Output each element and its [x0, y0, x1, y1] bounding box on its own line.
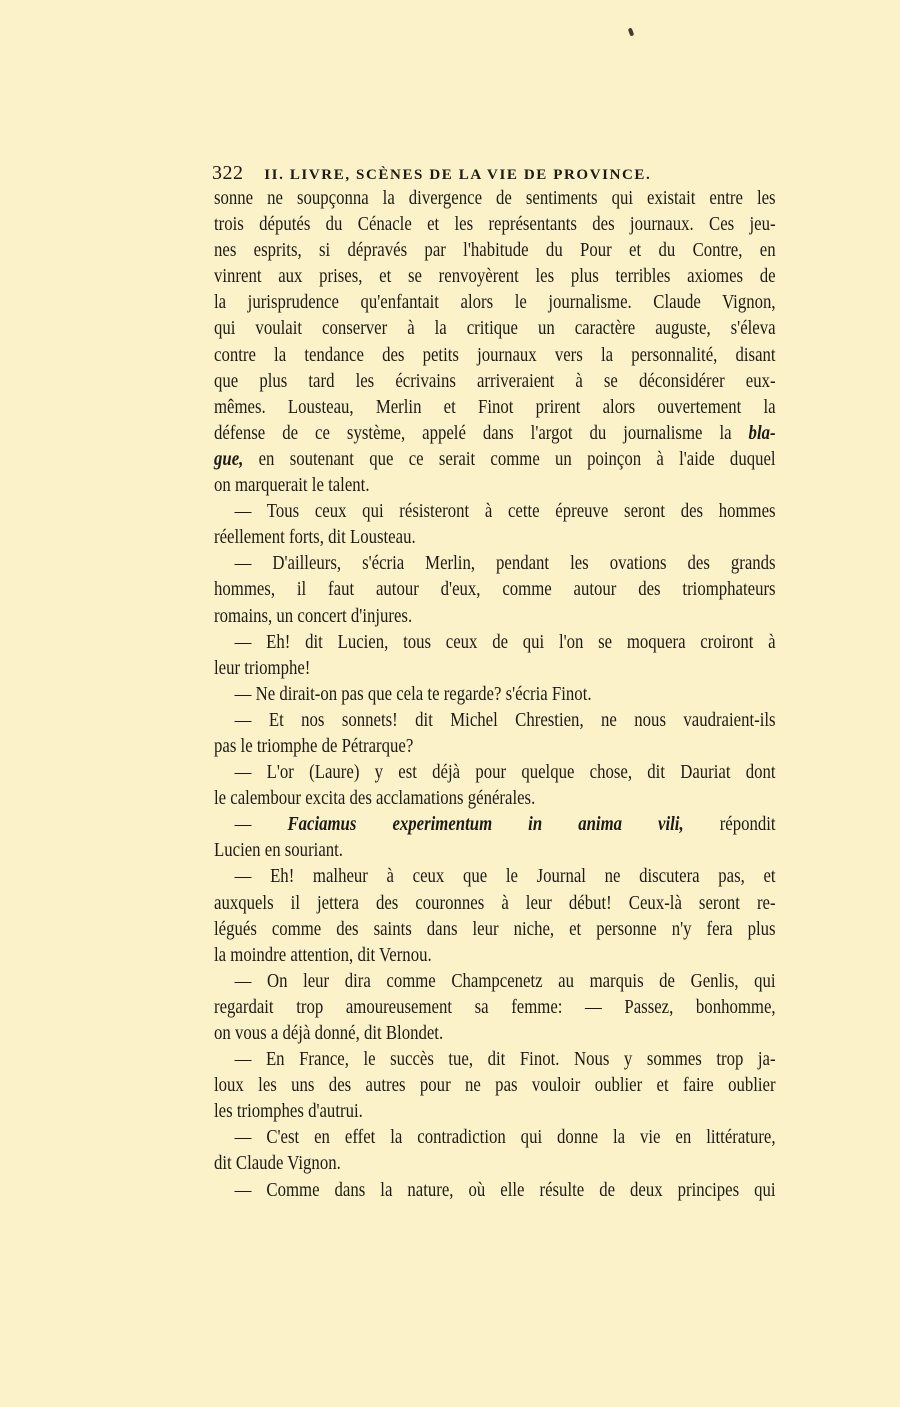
text-line	[214, 891, 776, 917]
italic-text: bla-	[748, 422, 776, 444]
text-line	[214, 1047, 776, 1073]
line-text: on marquerait le talent.	[214, 475, 370, 497]
text-line	[214, 864, 776, 890]
line-text: on vous a déjà donné, dit Blondet.	[214, 1023, 444, 1044]
text-line	[214, 1021, 776, 1047]
line-text: légués comme des saints dans leur niche, et personne n'y fera plus	[214, 918, 776, 940]
text-line	[214, 238, 776, 264]
line-text: sonne ne soupçonna la divergence de sentiments qui existait entre les	[214, 188, 776, 209]
text-line	[214, 995, 776, 1021]
line-text: — L'or (Laure) y est déjà pour quelque chose, dit Dauriat dont	[234, 762, 776, 784]
line-text: dit Claude Vignon.	[214, 1153, 341, 1175]
text-line	[214, 1099, 776, 1125]
line-text: vinrent aux prises, et se renvoyèrent les plus terribles axiomes de	[214, 266, 776, 288]
line-text: leur triomphe!	[214, 657, 311, 679]
line-text: la moindre attention, dit Vernou.	[214, 944, 432, 966]
line-text: Lucien en souriant.	[214, 840, 343, 862]
line-text: — On leur dira comme Champcenetz au marquis de Genlis, qui	[234, 970, 776, 992]
text-line	[214, 1125, 776, 1151]
line-text: regardait trop amoureusement sa femme: — Passez, bonhomme,	[214, 996, 776, 1018]
text-line	[214, 551, 776, 577]
text-line	[214, 812, 776, 838]
text-line	[214, 1151, 776, 1177]
line-text: — En France, le succès tue, dit Finot. Nous y sommes trop ja-	[234, 1049, 776, 1071]
text-line	[214, 499, 776, 525]
italic-text: Faciamus experimentum in anima vili,	[287, 814, 684, 836]
line-text: — Comme dans la nature, où elle résulte de deux principes qui	[234, 1179, 776, 1201]
text-line	[214, 343, 776, 369]
text-line	[214, 760, 776, 786]
line-text: — Et nos sonnets! dit Michel Chrestien, ne nous vaudraient-ils	[234, 709, 776, 731]
text-line	[214, 1073, 776, 1099]
line-text: contre la tendance des petits journaux vers la personnalité, disant	[214, 344, 776, 366]
line-text: — Tous ceux qui résisteront à cette épreuve seront des hommes	[234, 501, 776, 523]
line-text: — C'est en effet la contradiction qui donne la vie en littérature,	[234, 1127, 776, 1149]
line-text: le calembour excita des acclamations générales.	[214, 788, 536, 810]
line-text: romains, un concert d'injures.	[214, 605, 413, 627]
text-line	[214, 473, 776, 499]
line-text: — Ne dirait-on pas que cela te regarde? s'écria Finot.	[234, 683, 592, 705]
text-line	[214, 316, 776, 342]
text-line	[214, 734, 776, 760]
line-text: loux les uns des autres pour ne pas vouloir oublier et faire oublier	[214, 1075, 776, 1097]
line-text: —	[234, 814, 288, 836]
text-line	[214, 969, 776, 995]
text-line	[214, 447, 776, 473]
line-text: nes esprits, si dépravés par l'habitude du Pour et du Contre, en	[214, 240, 776, 262]
line-text: en soutenant que ce serait comme un poinçon à l'aide duquel	[243, 448, 776, 470]
line-text: réellement forts, dit Lousteau.	[214, 527, 416, 549]
line-text: — D'ailleurs, s'écria Merlin, pendant les ovations des grands	[234, 553, 776, 575]
paper-speck	[628, 28, 634, 37]
page-body	[214, 186, 776, 1204]
text-line	[214, 1178, 776, 1204]
line-text: défense de ce système, appelé dans l'argot du journalisme la	[214, 422, 749, 444]
italic-text: gue,	[214, 448, 244, 470]
text-line	[214, 682, 776, 708]
text-line	[214, 395, 776, 421]
text-line	[214, 264, 776, 290]
line-text: — Eh! dit Lucien, tous ceux de qui l'on se moquera croiront à	[234, 631, 776, 653]
text-line	[214, 630, 776, 656]
line-text: pas le triomphe de Pétrarque?	[214, 735, 414, 757]
text-line	[214, 525, 776, 551]
text-line	[214, 786, 776, 812]
line-text: qui voulait conserver à la critique un caractère auguste, s'éleva	[214, 318, 776, 340]
text-line	[214, 421, 776, 447]
text-line	[214, 604, 776, 630]
running-title: II. LIVRE, SCÈNES DE LA VIE DE PROVINCE.	[264, 167, 652, 183]
line-text: hommes, il faut autour d'eux, comme autour des triomphateurs	[214, 579, 776, 601]
text-line	[214, 577, 776, 603]
line-text: mêmes. Lousteau, Merlin et Finot prirent alors ouvertement la	[214, 396, 776, 418]
text-line	[214, 708, 776, 734]
line-text: que plus tard les écrivains arriveraient à se déconsidérer eux-	[214, 370, 776, 392]
text-line	[214, 656, 776, 682]
line-text: les triomphes d'autrui.	[214, 1101, 363, 1123]
page-number: 322	[212, 162, 244, 184]
text-line	[214, 290, 776, 316]
text-line	[214, 838, 776, 864]
line-text: auxquels il jettera des couronnes à leur début! Ceux-là seront re-	[214, 892, 776, 914]
line-text: répondit	[683, 814, 776, 836]
text-line	[214, 212, 776, 238]
line-text: — Eh! malheur à ceux que le Journal ne discutera pas, et	[234, 866, 776, 888]
line-text: trois députés du Cénacle et les représentants des journaux. Ces jeu-	[214, 214, 776, 236]
page-header	[212, 160, 778, 186]
text-line	[214, 917, 776, 943]
text-line	[214, 186, 776, 212]
line-text: la jurisprudence qu'enfantait alors le journalisme. Claude Vignon,	[214, 292, 776, 314]
text-line	[214, 369, 776, 395]
text-line	[214, 943, 776, 969]
